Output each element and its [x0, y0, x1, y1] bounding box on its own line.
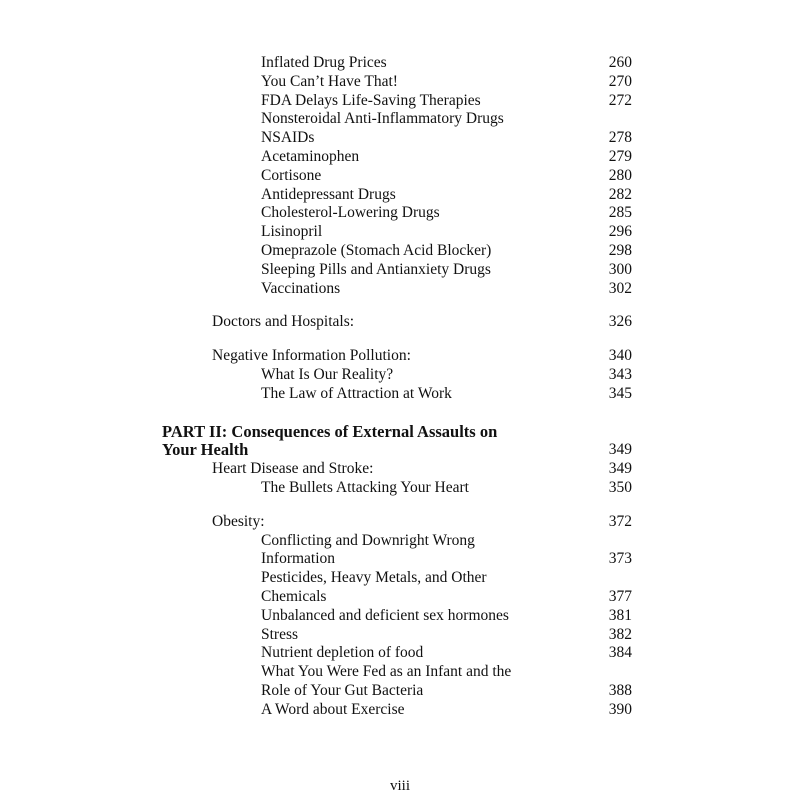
toc-entry-title: Conflicting and Downright Wrong: [261, 531, 475, 549]
toc-entry-title: FDA Delays Life-Saving Therapies: [261, 91, 481, 109]
toc-entry-page: 282: [608, 185, 632, 203]
toc-entry-title: PART II: Consequences of External Assaults on: [162, 421, 498, 441]
section-spacer: [0, 332, 800, 347]
toc-entry-page: 280: [608, 166, 632, 184]
toc-entry-page: 300: [608, 260, 632, 278]
toc-chapter-entry: [0, 460, 800, 479]
toc-entry-title: Omeprazole (Stomach Acid Blocker): [261, 241, 492, 259]
toc-entry-page: 350: [608, 478, 632, 496]
toc-subentry: [0, 532, 800, 551]
toc-entry-title: The Law of Attraction at Work: [261, 384, 452, 402]
toc-entry-title: Stress: [261, 625, 299, 643]
toc-entry-title: The Bullets Attacking Your Heart: [261, 478, 469, 496]
toc-entry-page: 381: [608, 606, 632, 624]
toc-entry-title: Doctors and Hospitals:: [212, 313, 355, 331]
toc-entry-page: 298: [608, 241, 632, 259]
section-spacer: [0, 404, 800, 423]
toc-entry-page: 326: [608, 313, 632, 331]
toc-entry-title: What You Were Fed as an Infant and the: [261, 663, 512, 681]
toc-entry-page: 340: [608, 347, 632, 365]
toc-entry-page: 382: [608, 625, 632, 643]
toc-entry-title: Cholesterol-Lowering Drugs: [261, 204, 440, 222]
toc-subentry: [0, 644, 800, 663]
toc-entry-page: 278: [608, 129, 632, 147]
toc-entry-page: 345: [608, 384, 632, 402]
toc-subentry: [0, 148, 800, 167]
toc-entry-title: NSAIDs: [261, 129, 315, 147]
toc-entry-page: 302: [608, 279, 632, 297]
toc-subentry: [0, 701, 800, 720]
toc-subentry: [0, 385, 800, 404]
toc-entry-title: Sleeping Pills and Antianxiety Drugs: [261, 260, 491, 278]
toc-entry-page: 296: [608, 223, 632, 241]
toc-entry-page: 349: [608, 441, 632, 459]
toc-subentry: [0, 366, 800, 385]
toc-entry-page: 279: [608, 147, 632, 165]
toc-entry-page: 373: [608, 550, 632, 568]
toc-entry-title: Negative Information Pollution:: [212, 347, 411, 365]
toc-entry-title: Vaccinations: [261, 279, 341, 297]
toc-subentry: [0, 129, 800, 148]
toc-chapter-entry: [0, 513, 800, 532]
toc-entry-title: Nutrient depletion of food: [261, 644, 424, 662]
toc-entry-page: 372: [608, 512, 632, 530]
toc-entry-title: Your Health: [162, 440, 249, 460]
toc-entry-title: Pesticides, Heavy Metals, and Other: [261, 569, 487, 587]
toc-subentry: [0, 261, 800, 280]
toc-subentry: [0, 479, 800, 498]
toc-entry-title: Lisinopril: [261, 223, 323, 241]
toc-chapter-entry: [0, 313, 800, 332]
toc-chapter-entry: [0, 347, 800, 366]
toc-entry-page: 349: [608, 460, 632, 478]
section-spacer: [0, 498, 800, 513]
table-of-contents: [0, 54, 800, 720]
toc-entry-page: 285: [608, 204, 632, 222]
toc-subentry: [0, 73, 800, 92]
toc-entry-title: What Is Our Reality?: [261, 365, 394, 383]
toc-entry-title: Cortisone: [261, 166, 322, 184]
toc-entry-title: Heart Disease and Stroke:: [212, 460, 374, 478]
page-number: viii: [389, 778, 410, 794]
toc-part-heading: [0, 441, 800, 460]
toc-entry-page: 388: [608, 681, 632, 699]
toc-entry-page: 377: [608, 587, 632, 605]
toc-part-heading: [0, 423, 800, 442]
toc-subentry: [0, 682, 800, 701]
toc-entry-title: Antidepressant Drugs: [261, 185, 396, 203]
toc-subentry: [0, 280, 800, 299]
toc-entry-page: 260: [608, 54, 632, 71]
toc-entry-page: 343: [608, 365, 632, 383]
toc-entry-page: 270: [608, 72, 632, 90]
toc-subentry: [0, 110, 800, 129]
toc-entry-title: You Can’t Have That!: [261, 72, 398, 90]
toc-entry-page: 272: [608, 91, 632, 109]
toc-subentry: [0, 550, 800, 569]
toc-entry-page: 384: [608, 644, 632, 662]
toc-subentry: [0, 588, 800, 607]
toc-entry-title: Role of Your Gut Bacteria: [261, 681, 424, 699]
toc-entry-title: Acetaminophen: [261, 147, 360, 165]
toc-entry-title: Chemicals: [261, 587, 327, 605]
toc-entry-title: Information: [261, 550, 336, 568]
toc-subentry: [0, 663, 800, 682]
toc-entry-title: Unbalanced and deficient sex hormones: [261, 606, 509, 624]
toc-entry-title: Inflated Drug Prices: [261, 54, 387, 71]
section-spacer: [0, 298, 800, 313]
toc-subentry: [0, 626, 800, 645]
toc-entry-title: Nonsteroidal Anti-Inflammatory Drugs: [261, 110, 504, 128]
toc-subentry: [0, 607, 800, 626]
toc-subentry: [0, 242, 800, 261]
toc-entry-page: 390: [608, 700, 632, 718]
toc-subentry: [0, 204, 800, 223]
toc-subentry: [0, 223, 800, 242]
toc-entry-title: Obesity:: [212, 512, 265, 530]
toc-subentry: [0, 186, 800, 205]
toc-subentry: [0, 569, 800, 588]
toc-entry-title: A Word about Exercise: [261, 700, 405, 718]
toc-subentry: [0, 54, 800, 73]
toc-subentry: [0, 92, 800, 111]
toc-subentry: [0, 167, 800, 186]
